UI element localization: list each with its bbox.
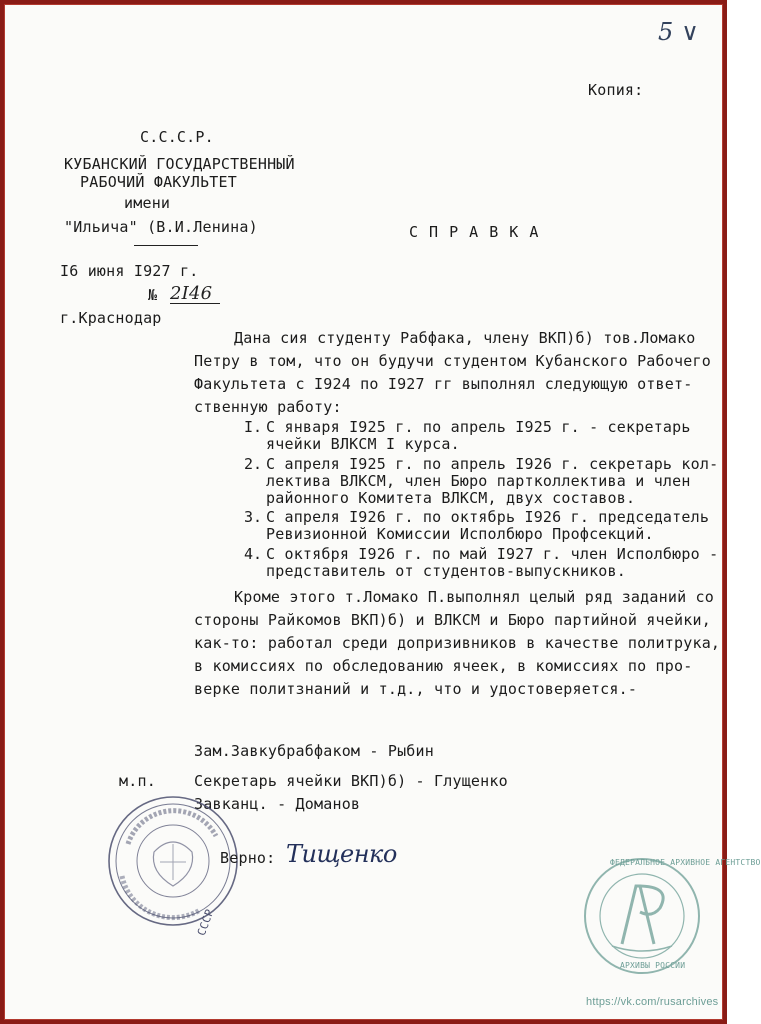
header-date: I6 июня I927 г. bbox=[60, 262, 199, 280]
header-number-prefix: № bbox=[148, 286, 158, 304]
list-item-line: С апреля I926 г. по октябрь I926 г. председатель bbox=[266, 508, 710, 526]
list-item-line: районного Комитета ВЛКСМ, двух составов. bbox=[266, 489, 636, 507]
list-item-number: 2. bbox=[244, 455, 263, 473]
closing-line: стороны Райкомов ВКП)б) и ВЛКСМ и Бюро партийной ячейки, bbox=[194, 611, 711, 629]
list-item-number: 3. bbox=[244, 508, 263, 526]
handwritten-page-mark: 5 ∨ bbox=[658, 18, 700, 46]
signatory-line: Завканц. - Доманов bbox=[194, 795, 361, 813]
number-underline bbox=[170, 303, 220, 304]
watermark-bottom-text: АРХИВЫ РОССИИ bbox=[620, 961, 686, 970]
signatory-line: Секретарь ячейки ВКП)б) - Глущенко bbox=[194, 772, 508, 790]
intro-line: Петру в том, что он будучи студентом Кубанского Рабочего bbox=[194, 352, 711, 370]
header-rule bbox=[134, 245, 198, 246]
list-item-line: С апреля I925 г. по апрель I926 г. секретарь кол- bbox=[266, 455, 719, 473]
closing-line: как-то: работал среди допризивников в качестве политрука, bbox=[194, 634, 721, 652]
list-item-line: ячейки ВЛКСМ I курса. bbox=[266, 435, 460, 453]
list-item-line: лектива ВЛКСМ, член Бюро партколлектива и член bbox=[266, 472, 691, 490]
header-number: 2I46 bbox=[170, 283, 213, 304]
watermark-top-text: ФЕДЕРАЛЬНОЕ АРХИВНОЕ АГЕНТСТВО bbox=[610, 858, 761, 867]
closing-line: верке политзнаний и т.д., что и удостоверяется.- bbox=[194, 680, 638, 698]
list-item-line: С октября I926 г. по май I927 г. член Исполбюро - bbox=[266, 545, 719, 563]
header-institution-line2: РАБОЧИЙ ФАКУЛЬТЕТ bbox=[80, 173, 237, 191]
header-country: С.С.С.Р. bbox=[140, 128, 214, 146]
list-item-line: С января I925 г. по апрель I925 г. - секретарь bbox=[266, 418, 691, 436]
document-title: С П Р А В К А bbox=[409, 223, 540, 241]
watermark-url: https://vk.com/rusarchives bbox=[586, 996, 719, 1008]
list-item-number: 4. bbox=[244, 545, 263, 563]
intro-line: Факультета с I924 по I927 гг выполнял следующую ответ- bbox=[194, 375, 693, 393]
list-item-line: Ревизионной Комиссии Исполбюро Профсекций. bbox=[266, 525, 654, 543]
seal-text: СССР bbox=[194, 907, 217, 938]
header-institution-line1: КУБАНСКИЙ ГОСУДАРСТВЕННЫЙ bbox=[64, 155, 295, 173]
list-item-number: I. bbox=[244, 418, 263, 436]
intro-line: ственную работу: bbox=[194, 398, 342, 416]
archive-agency-watermark bbox=[582, 856, 702, 976]
header-named-after: имени bbox=[124, 194, 171, 212]
verified-signature: Тищенко bbox=[286, 840, 397, 868]
closing-line: в комиссиях по обследованию ячеек, в комиссиях по про- bbox=[194, 657, 693, 675]
header-name: "Ильича" (В.И.Ленина) bbox=[64, 218, 258, 236]
intro-line: Дана сия студенту Рабфака, члену ВКП)б) тов.Ломако bbox=[234, 329, 696, 347]
list-item-line: представитель от студентов-выпускников. bbox=[266, 562, 626, 580]
verified-label: Верно: bbox=[220, 849, 276, 867]
mp-label: м.п. bbox=[119, 772, 156, 790]
header-city: г.Краснодар bbox=[60, 309, 162, 327]
closing-line: Кроме этого т.Ломако П.выполнял целый ряд заданий со bbox=[234, 588, 714, 606]
signatory-line: Зам.Завкубрабфаком - Рыбин bbox=[194, 742, 434, 760]
copy-label: Копия: bbox=[588, 81, 644, 99]
